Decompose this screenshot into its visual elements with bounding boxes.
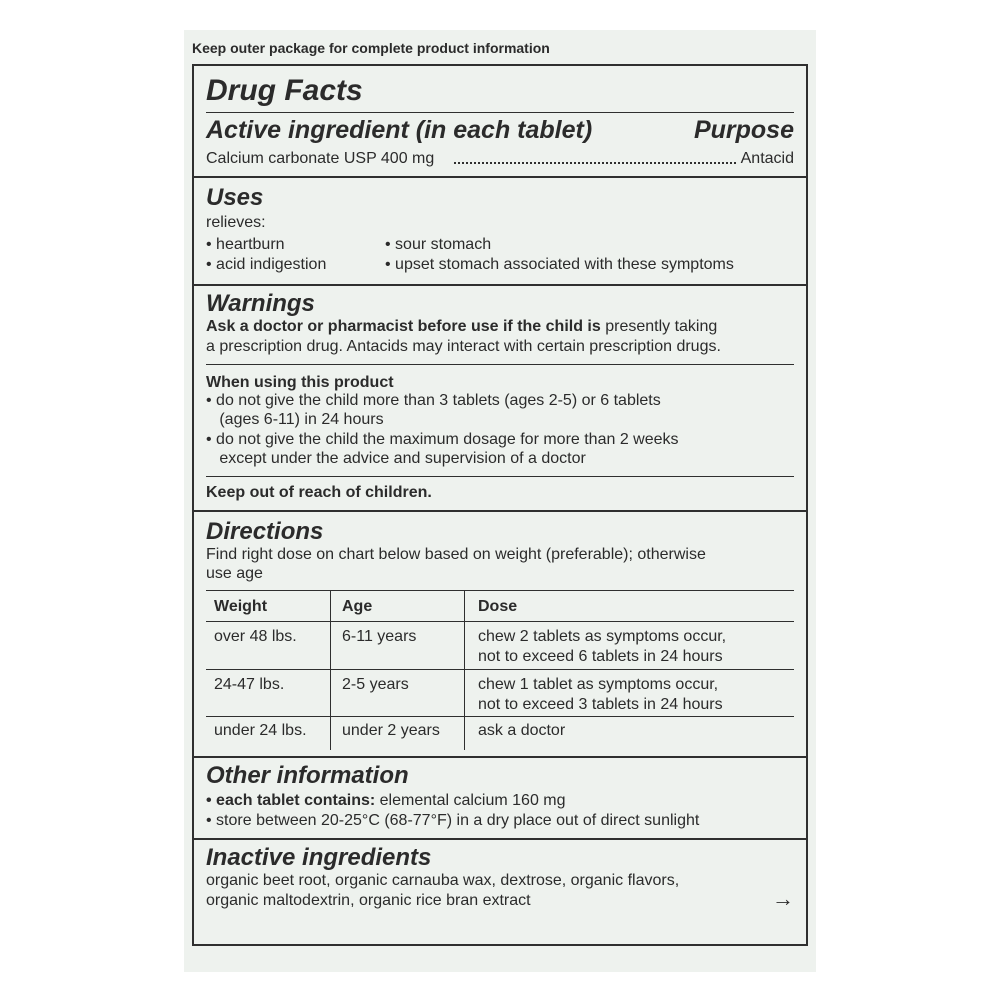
section-divider (194, 838, 806, 840)
top-note: Keep outer package for complete product information (192, 40, 550, 56)
section-divider (194, 510, 806, 512)
divider (206, 364, 794, 365)
other-info-item-bold: • each tablet contains: (206, 792, 376, 809)
section-divider (194, 176, 806, 178)
right-arrow-icon: → (772, 886, 794, 911)
other-info-item-rest: elemental calcium 160 mg (375, 792, 566, 809)
active-ingredient-text: Calcium carbonate USP 400 mg (206, 150, 435, 167)
table-rule (206, 621, 794, 622)
warnings-heading: Warnings (206, 290, 315, 317)
table-cell: 2-5 years (342, 676, 409, 693)
leader-dots (454, 162, 736, 164)
table-col-divider (330, 590, 331, 750)
uses-item: • upset stomach associated with these symptoms (385, 256, 734, 273)
when-using-item: • do not give the child more than 3 tablets (ages 2-5) or 6 tablets (206, 392, 661, 409)
drug-facts-title: Drug Facts (206, 74, 363, 107)
active-ingredient-heading: Active ingredient (in each tablet) (206, 116, 593, 144)
uses-item: • acid indigestion (206, 256, 327, 273)
divider (206, 476, 794, 477)
keep-out-text: Keep out of reach of children. (206, 484, 432, 501)
ask-doctor-rest: presently taking (600, 318, 718, 335)
table-cell: 6-11 years (342, 628, 417, 645)
other-info-item (206, 792, 566, 810)
other-info-item: • store between 20-25°C (68-77°F) in a dry place out of direct sunlight (206, 812, 700, 829)
uses-item: • sour stomach (385, 236, 492, 253)
inactive-text: organic maltodextrin, organic rice bran extract (206, 892, 531, 909)
directions-heading: Directions (206, 518, 324, 545)
uses-intro: relieves: (206, 214, 266, 231)
when-using-item: • do not give the child the maximum dosage for more than 2 weeks (206, 431, 679, 448)
table-rule (206, 669, 794, 670)
other-info-heading: Other information (206, 762, 409, 789)
table-cell: not to exceed 6 tablets in 24 hours (478, 648, 723, 665)
table-cell: under 24 lbs. (214, 722, 307, 739)
divider (206, 112, 794, 113)
table-col-divider (464, 590, 465, 750)
drug-facts-label (184, 30, 816, 972)
when-using-item: except under the advice and supervision of a doctor (206, 450, 586, 467)
table-header-age: Age (342, 598, 373, 615)
table-cell: 24-47 lbs. (214, 676, 285, 693)
table-cell: under 2 years (342, 722, 440, 739)
table-header-dose: Dose (478, 598, 518, 615)
table-cell: chew 2 tablets as symptoms occur, (478, 628, 727, 645)
table-cell: chew 1 tablet as symptoms occur, (478, 676, 719, 693)
table-top-rule (206, 590, 794, 591)
table-cell: over 48 lbs. (214, 628, 297, 645)
when-using-item: (ages 6-11) in 24 hours (206, 411, 384, 428)
table-cell: ask a doctor (478, 722, 566, 739)
uses-item: • heartburn (206, 236, 285, 253)
directions-text: Find right dose on chart below based on weight (preferable); otherwise (206, 546, 706, 563)
ask-doctor-text (206, 318, 717, 336)
inactive-text: organic beet root, organic carnauba wax, dextrose, organic flavors, (206, 872, 680, 889)
section-divider (194, 284, 806, 286)
section-divider (194, 756, 806, 758)
table-cell: not to exceed 3 tablets in 24 hours (478, 696, 723, 713)
table-header-weight: Weight (214, 598, 268, 615)
drug-facts-panel (192, 64, 808, 946)
directions-text: use age (206, 565, 263, 582)
purpose-heading: Purpose (693, 116, 794, 144)
uses-heading: Uses (206, 184, 264, 211)
purpose-text: Antacid (740, 150, 794, 167)
inactive-heading: Inactive ingredients (206, 844, 432, 871)
table-rule (206, 716, 794, 717)
ask-doctor-text-2: a prescription drug. Antacids may interact with certain prescription drugs. (206, 338, 721, 355)
ask-doctor-bold: Ask a doctor or pharmacist before use if the child is (206, 318, 601, 335)
when-using-heading: When using this product (206, 374, 394, 391)
